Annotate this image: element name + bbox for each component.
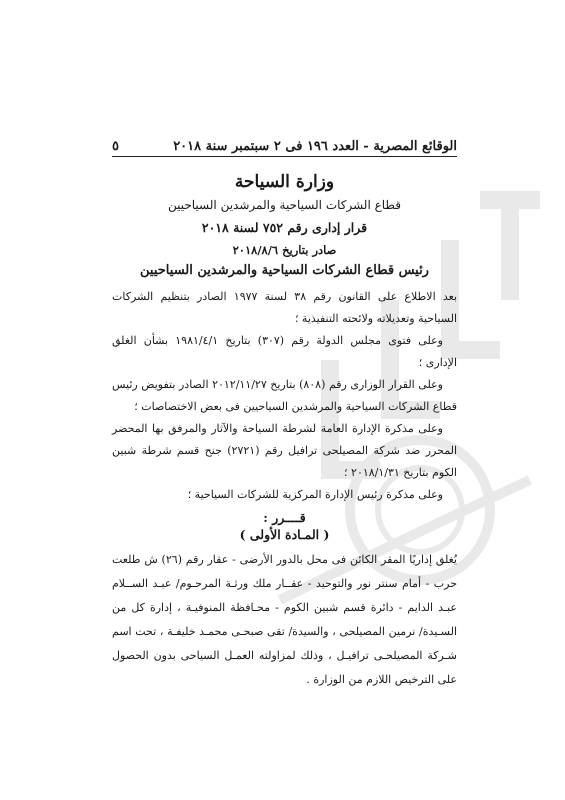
page-number: ٥ (112, 139, 119, 154)
header-divider (112, 156, 457, 157)
sector-name: قطاع الشركات السياحية والمرشدين السياحيين (167, 198, 402, 212)
decree-number: قرار إدارى رقم ٧٥٢ لسنة ٢٠١٨ (201, 220, 368, 235)
ministry-title: وزارة السياحة (234, 172, 335, 192)
preamble-paragraph: بعد الاطلاع على القانون رقم ٣٨ لسنة ١٩٧٧ الصادر بتنظيم الشركات السياحية وتعديلاته ولائحته التنفيذية ؛ (112, 290, 458, 325)
article-title: ( المـادة الأولى ) (239, 527, 330, 542)
article-text: يُغلق إداريًا المقر الكائن فى محل بالدور الأرضى - عقار رقم (٢٦) ش طلعت حرب - أمام سنتر نور والتوحيد - عقــار ملك ورثـة المرحـوم/ عبـد الســلام عبـد الدايم - دائرة قسم شبين الكوم - محـافظة المنوفيـة ، إدارة كل من السـيدة/ نرمين المصيلحى ، والسيدة/ تقى صبحـى محمـد خليفـة ، تحت اسم شـركة المصيلحـى ترافيـل ، وذلك لمزاولته العمـل السياحى بدون الحصول على الترخيص اللازم من الوزارة . (112, 553, 457, 686)
preamble-paragraph: وعلى مذكرة الإدارة العامة لشرطة السياحة والآثار والمرفق بها المحضر المحرر ضد شركة المصيلحى ترافيل رقم (٢٧٢١) جنح قسم شرطة شبين الكوم بتاريخ ٢٠١٨/١/٣١ ؛ (112, 422, 457, 479)
issue-date: صادر بتاريخ ٢٠١٨/٨/٦ (232, 243, 337, 257)
preamble-paragraph: وعلى فتوى مجلس الدولة رقم (٣٠٧) بتاريخ ١٩٨١/٤/١ بشأن الغلق الإدارى ؛ (112, 334, 457, 369)
preamble-paragraph: وعلى القرار الوزارى رقم (٨٠٨) بتاريخ ٢٠١٢/١١/٢٧ الصادر بتفويض رئيس قطاع الشركات السياحية والمرشدين السياحيين فى بعض الاختصاصات ؛ (112, 378, 457, 413)
decided-heading: قــــرر : (263, 510, 306, 525)
document-body (112, 168, 457, 692)
header-title: الوقائع المصرية - العدد ١٩٦ فى ٢ سبتمبر سنة ٢٠١٨ (173, 139, 457, 154)
preamble-paragraph: وعلى مذكرة رئيس الإدارة المركزية للشركات السياحية ؛ (187, 488, 443, 501)
page-header (112, 132, 457, 154)
head-of-sector: رئيس قطاع الشركات السياحية والمرشدين السياحيين (140, 263, 429, 278)
